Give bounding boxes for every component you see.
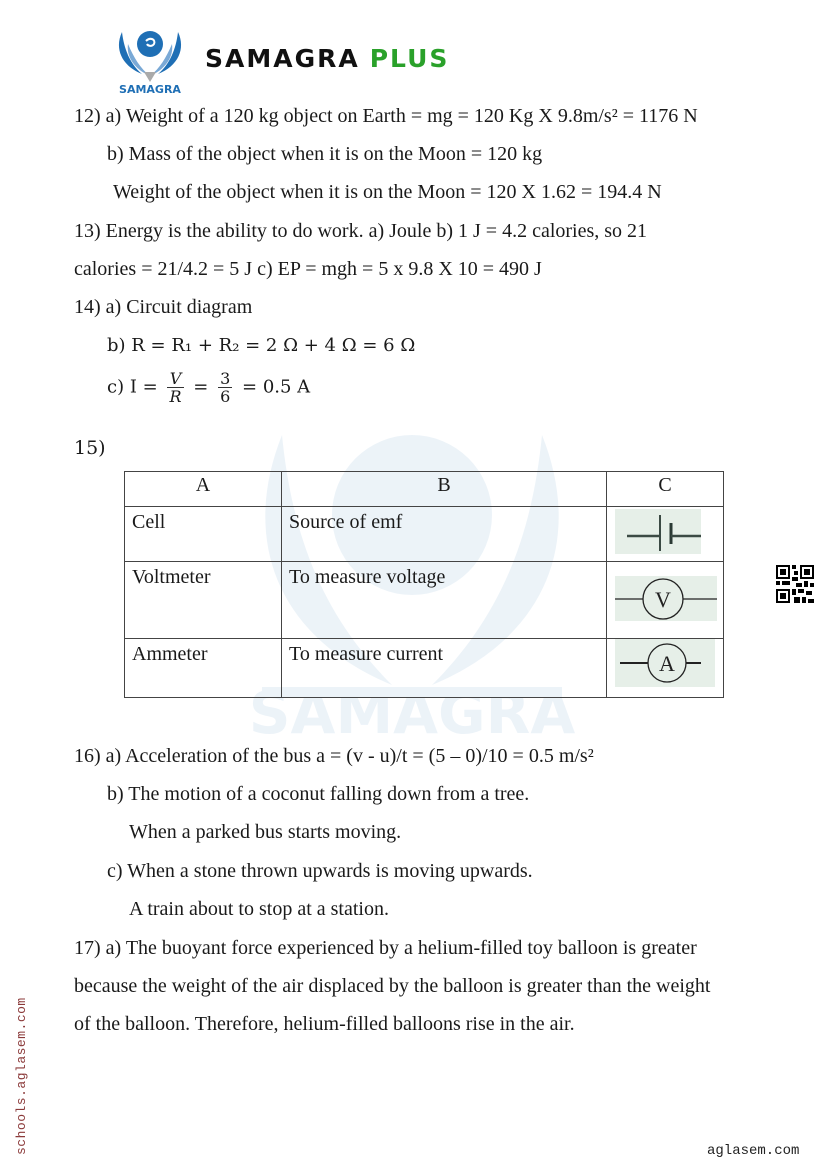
cell-symbol-icon — [615, 509, 701, 554]
brand-title-main: SAMAGRA — [205, 44, 360, 73]
table-cell: Source of emf — [282, 507, 607, 562]
table-header-b: B — [282, 472, 607, 507]
brand-title-plus: PLUS — [369, 44, 450, 73]
fraction-v-over-r: $\frac{V}{R}$ — [169, 369, 182, 406]
answer-12b: b) Mass of the object when it is on the Moon = 120 kg — [107, 143, 543, 165]
answer-14c: c) I = $\frac{V}{R}$ = $\frac{3}{6}$ = 0.5 A — [107, 369, 311, 406]
svg-text:SAMAGRA: SAMAGRA — [119, 83, 181, 96]
answer-16a: 16) a) Acceleration of the bus a = (v - u)/t = (5 – 0)/10 = 0.5 m/s² — [74, 745, 594, 767]
table-cell: To measure voltage — [282, 562, 607, 639]
table-row — [125, 639, 724, 698]
table-cell: To measure current — [282, 639, 607, 698]
answer-14c-prefix: c) I = — [107, 376, 158, 398]
answer-12a: 12) a) Weight of a 120 kg object on Earth = mg = 120 Kg X 9.8m/s² = 1176 N — [74, 105, 698, 127]
answer-17-line2: because the weight of the air displaced by the balloon is greater than the weight — [74, 975, 711, 997]
table-cell: Cell — [125, 507, 282, 562]
table-row — [125, 562, 724, 639]
answer-16c-example: A train about to stop at a station. — [129, 898, 389, 920]
table-header-c: C — [607, 472, 724, 507]
brand-title — [205, 44, 449, 73]
answer-14a: 14) a) Circuit diagram — [74, 296, 253, 318]
voltmeter-symbol-icon — [615, 576, 717, 621]
answer-15-label: 15) — [74, 437, 106, 459]
footer-url[interactable]: aglasem.com — [707, 1143, 800, 1159]
table-cell: Ammeter — [125, 639, 282, 698]
answer-13-line1: 13) Energy is the ability to do work. a) Joule b) 1 J = 4.2 calories, so 21 — [74, 220, 648, 242]
answer-17-line1: 17) a) The buoyant force experienced by a helium-filled toy balloon is greater — [74, 937, 697, 959]
answer-12b-weight: Weight of the object when it is on the Moon = 120 X 1.62 = 194.4 N — [113, 181, 662, 203]
ammeter-symbol-icon — [615, 639, 715, 687]
answer-16b: b) The motion of a coconut falling down from a tree. — [107, 783, 530, 805]
svg-text:A: A — [659, 651, 675, 676]
answer-16b-example: When a parked bus starts moving. — [129, 821, 402, 843]
samagra-logo — [112, 24, 188, 96]
table-cell: Voltmeter — [125, 562, 282, 639]
answer-16c: c) When a stone thrown upwards is moving upwards. — [107, 860, 533, 882]
fraction-3-over-6: $\frac{3}{6}$ — [220, 369, 231, 406]
qr-code[interactable] — [776, 565, 814, 603]
svg-text:SAMAGRA: SAMAGRA — [248, 679, 576, 740]
table-cell-symbol — [607, 639, 724, 698]
table-cell-symbol — [607, 562, 724, 639]
side-watermark-url[interactable]: schools.aglasem.com — [14, 997, 29, 1155]
answer-13-line2: calories = 21/4.2 = 5 J c) EP = mgh = 5 x 9.8 X 10 = 490 J — [74, 258, 542, 280]
answer-14b: b) R = R₁ + R₂ = 2 Ω + 4 Ω = 6 Ω — [107, 335, 416, 356]
svg-text:V: V — [655, 587, 671, 612]
instruments-table — [124, 471, 724, 698]
table-header-a: A — [125, 472, 282, 507]
answer-14c-result: = 0.5 A — [242, 376, 311, 398]
table-cell-symbol — [607, 507, 724, 562]
answer-17-line3: of the balloon. Therefore, helium-filled balloons rise in the air. — [74, 1013, 575, 1035]
table-header-row — [125, 472, 724, 507]
table-row — [125, 507, 724, 562]
